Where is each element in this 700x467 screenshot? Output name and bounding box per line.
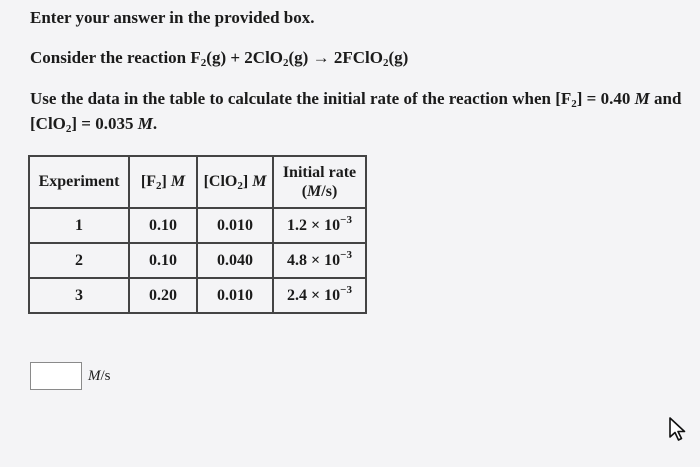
cell-experiment: 1 [29,208,129,243]
answer-unit-rest: /s [100,368,111,384]
reaction-clo2-subscript: 2 [283,57,289,69]
header-experiment: Experiment [29,156,129,208]
cell-clo2: 0.010 [197,278,273,313]
header-rate-rest: /s) [321,183,338,200]
header-clo2-b: ] [242,173,253,190]
table-row [29,208,366,243]
cell-experiment: 2 [29,243,129,278]
answer-unit [88,368,111,385]
header-f2-b: ] [161,173,171,190]
header-rate-unit: M [307,183,322,200]
cell-rate [273,278,366,313]
header-clo2-a: [ClO [203,173,238,190]
header-f2-unit: M [170,173,186,190]
question-line1-unit: M [634,89,650,108]
reaction-f2-phase: (g) + 2ClO [206,48,284,67]
table-row [29,243,366,278]
instruction-text: Enter your answer in the provided box. [30,8,315,27]
cell-rate [273,243,366,278]
header-f2-a: [F [140,173,157,190]
question-line1-sub: 2 [571,98,577,110]
header-rate-open: ( [301,183,308,200]
reaction-fclo2-subscript: 2 [382,57,389,69]
table-header-row [29,156,366,208]
pointer-cursor-icon [667,416,689,442]
cell-clo2: 0.040 [197,243,273,278]
question-line-1 [30,89,681,109]
header-rate-line1: Initial rate [282,164,357,181]
question-line1-b: ] = 0.40 [576,89,635,108]
cell-f2: 0.10 [129,243,197,278]
question-line2-b: ] = 0.035 [71,114,138,133]
header-clo2-sub: 2 [237,180,243,192]
question-line2-a: [ClO [30,114,66,133]
cell-rate [273,208,366,243]
rate-data-table [28,155,367,314]
cell-rate-exponent: −3 [340,213,352,226]
header-initial-rate [273,156,366,208]
cell-rate-exponent: −3 [340,248,352,261]
header-f2 [129,156,197,208]
cell-rate-mantissa: 1.2 × 10 [287,216,341,234]
question-line1-c: and [649,89,682,108]
question-line2-sub: 2 [65,123,72,135]
cell-f2: 0.20 [129,278,197,313]
reaction-clo2-phase: (g) → 2FClO [288,48,383,67]
cell-rate-exponent: −3 [340,283,352,296]
question-line2-c: . [152,114,158,133]
answer-input[interactable] [30,362,82,390]
cell-rate-mantissa: 4.8 × 10 [287,251,341,269]
table-row [29,278,366,313]
reaction-f2-subscript: 2 [200,57,207,69]
cell-clo2: 0.010 [197,208,273,243]
question-line-2 [30,114,157,134]
header-clo2-unit: M [252,173,267,190]
cell-rate-mantissa: 2.4 × 10 [287,286,341,304]
reaction-equation [30,48,408,68]
answer-unit-m: M [88,368,101,384]
reaction-fclo2-phase: (g) [388,48,409,67]
reaction-prefix: Consider the reaction F [30,48,201,67]
question-line2-unit: M [137,114,153,133]
header-f2-sub: 2 [156,180,162,192]
cell-f2: 0.10 [129,208,197,243]
question-line1-a: Use the data in the table to calculate the initial rate of the reaction when [F [30,89,572,108]
cell-experiment: 3 [29,278,129,313]
header-clo2 [197,156,273,208]
